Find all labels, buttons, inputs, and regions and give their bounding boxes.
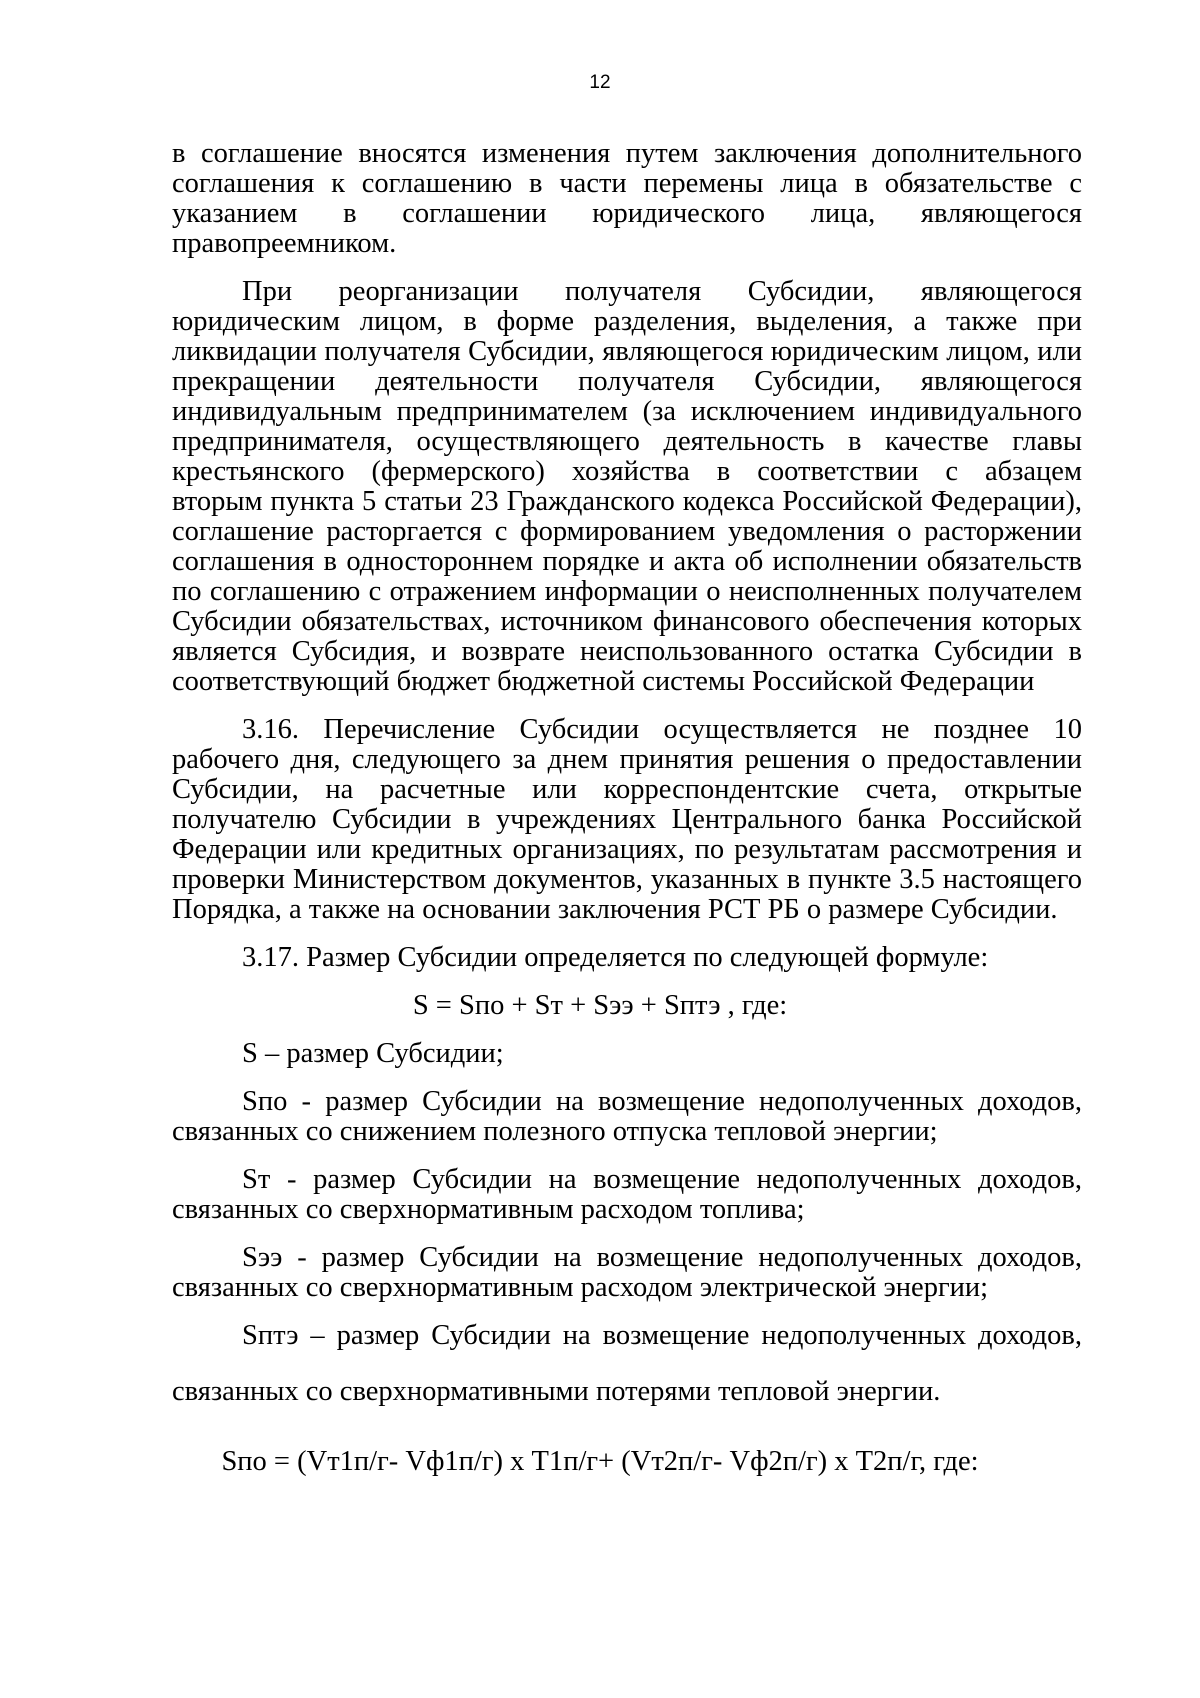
text-line: связанных со снижением полезного отпуска тепловой энергии;: [172, 1116, 938, 1147]
text-line: S – размер Субсидии;: [242, 1038, 504, 1069]
text-line: юридическим лицом, в форме разделения, выделения, а также при: [172, 306, 1082, 337]
text-line: крестьянского (фермерского) хозяйства в соответствии с абзацем: [172, 456, 1082, 487]
text-line: соглашения в одностороннем порядке и акта об исполнении обязательств: [172, 546, 1082, 577]
text-line: в соглашение вносятся изменения путем заключения дополнительного: [172, 138, 1082, 169]
text-line: Федерации или кредитных организациях, по результатам рассмотрения и: [172, 834, 1082, 865]
text-line: Sптэ – размер Субсидии на возмещение недополученных доходов,: [242, 1320, 1082, 1351]
text-line: Sт - размер Субсидии на возмещение недополученных доходов,: [242, 1164, 1082, 1195]
text-line: предпринимателя, осуществляющего деятельность в качестве главы: [172, 426, 1082, 457]
text-line: связанных со сверхнормативным расходом электрической энергии;: [172, 1272, 989, 1303]
text-line: Субсидии, на расчетные или корреспондентские счета, открытые: [172, 774, 1082, 805]
text-line: При реорганизации получателя Субсидии, являющегося: [242, 276, 1082, 307]
text-line: вторым пункта 5 статьи 23 Гражданского кодекса Российской Федерации),: [172, 486, 1082, 517]
text-line: Субсидии обязательствах, источником финансового обеспечения которых: [172, 606, 1082, 637]
formula: Sпо = (Vт1п/г- Vф1п/г) х Т1п/г+ (Vт2п/г- Vф2п/г) х Т2п/г, где:: [221, 1446, 979, 1477]
text-line: является Субсидия, и возврате неиспользованного остатка Субсидии в: [172, 636, 1082, 667]
text-line: 3.17. Размер Субсидии определяется по следующей формуле:: [242, 942, 989, 973]
text-line: связанных со сверхнормативным расходом топлива;: [172, 1194, 805, 1225]
text-line: связанных со сверхнормативными потерями тепловой энергии.: [172, 1376, 941, 1407]
formula: S = Sпо + Sт + Sээ + Sптэ , где:: [412, 990, 788, 1021]
text-line: Порядка, а также на основании заключения РСТ РБ о размере Субсидии.: [172, 894, 1058, 925]
text-line: правопреемником.: [172, 228, 397, 259]
text-line: Sээ - размер Субсидии на возмещение недополученных доходов,: [242, 1242, 1082, 1273]
text-line: по соглашению с отражением информации о неисполненных получателем: [172, 576, 1082, 607]
text-line: Sпо - размер Субсидии на возмещение недополученных доходов,: [242, 1086, 1082, 1117]
text-line: соглашения к соглашению в части перемены лица в обязательстве с: [172, 168, 1082, 199]
text-line: 3.16. Перечисление Субсидии осуществляется не позднее 10: [242, 714, 1082, 745]
text-line: соглашение расторгается с формированием уведомления о расторжении: [172, 516, 1082, 547]
text-line: ликвидации получателя Субсидии, являющегося юридическим лицом, или: [172, 336, 1082, 367]
text-line: прекращении деятельности получателя Субсидии, являющегося: [172, 366, 1082, 397]
text-line: рабочего дня, следующего за днем принятия решения о предоставлении: [172, 744, 1082, 775]
text-line: индивидуальным предпринимателем (за исключением индивидуального: [172, 396, 1082, 427]
text-line: проверки Министерством документов, указанных в пункте 3.5 настоящего: [172, 864, 1082, 895]
text-line: указанием в соглашении юридического лица, являющегося: [172, 198, 1082, 229]
text-line: соответствующий бюджет бюджетной системы Российской Федерации: [172, 666, 1035, 697]
page-number: 12: [589, 72, 611, 93]
text-line: получателю Субсидии в учреждениях Центрального банка Российской: [172, 804, 1082, 835]
